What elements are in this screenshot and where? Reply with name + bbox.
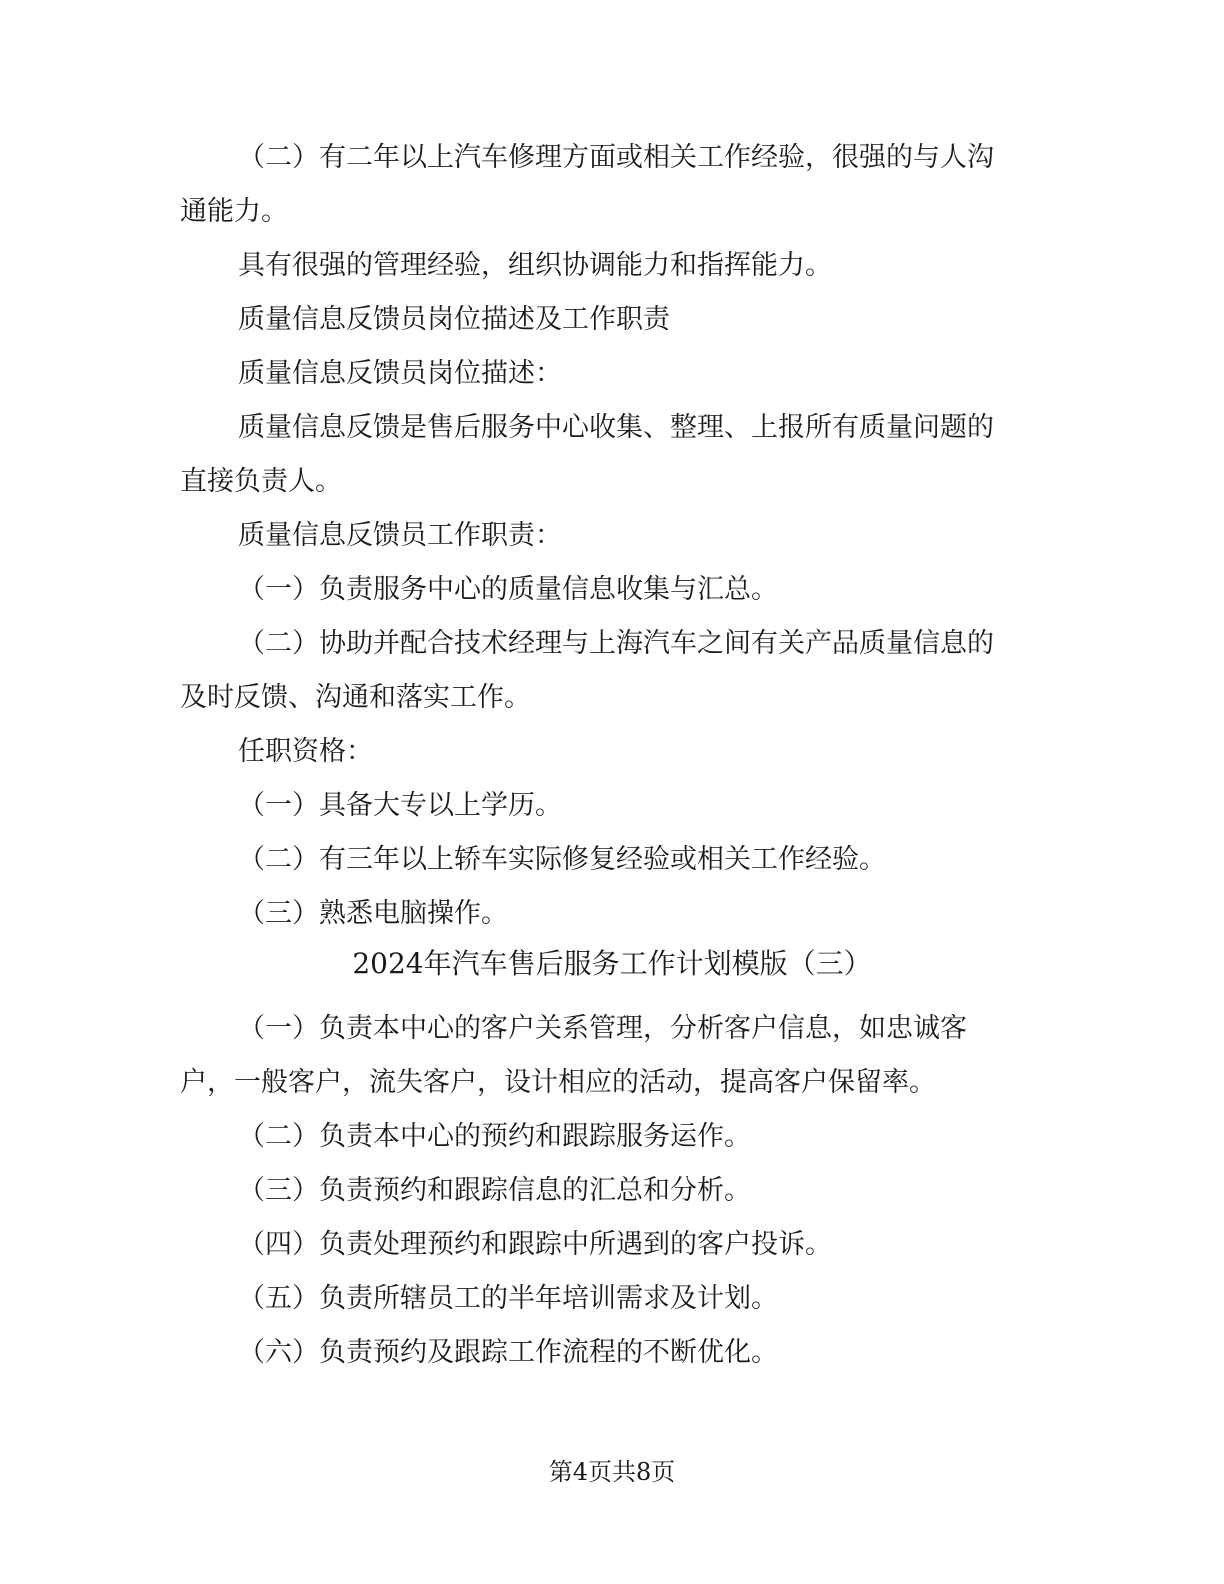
list-item: （二）协助并配合技术经理与上海汽车之间有关产品质量信息的 <box>238 628 994 659</box>
paragraph-line: 通能力。 <box>180 196 288 227</box>
list-item: （一）负责服务中心的质量信息收集与汇总。 <box>238 574 778 605</box>
list-item: （二）有三年以上轿车实际修复经验或相关工作经验。 <box>238 844 886 875</box>
list-item: （六）负责预约及跟踪工作流程的不断优化。 <box>238 1337 778 1368</box>
paragraph-line: 户，一般客户，流失客户，设计相应的活动，提高客户保留率。 <box>180 1067 936 1098</box>
paragraph-line: 直接负责人。 <box>180 466 342 497</box>
paragraph-line: 任职资格： <box>238 736 373 767</box>
list-item: （一）负责本中心的客户关系管理，分析客户信息，如忠诚客 <box>238 1013 967 1044</box>
list-item: （五）负责所辖员工的半年培训需求及计划。 <box>238 1283 778 1314</box>
paragraph-line: 质量信息反馈员岗位描述： <box>238 358 562 389</box>
list-item: （三）负责预约和跟踪信息的汇总和分析。 <box>238 1175 751 1206</box>
document-title: 2024年汽车售后服务工作计划模版（三） <box>352 947 872 980</box>
paragraph-line: 质量信息反馈员工作职责： <box>238 520 562 551</box>
paragraph-line: （二）有二年以上汽车修理方面或相关工作经验，很强的与人沟 <box>238 142 994 173</box>
section-heading: 质量信息反馈员岗位描述及工作职责 <box>238 304 670 335</box>
paragraph-line: 具有很强的管理经验，组织协调能力和指挥能力。 <box>238 250 832 281</box>
paragraph-line: 及时反馈、沟通和落实工作。 <box>180 682 531 713</box>
list-item: （一）具备大专以上学历。 <box>238 790 562 821</box>
paragraph-line: 质量信息反馈是售后服务中心收集、整理、上报所有质量问题的 <box>238 412 994 443</box>
list-item: （二）负责本中心的预约和跟踪服务运作。 <box>238 1121 751 1152</box>
list-item: （四）负责处理预约和跟踪中所遇到的客户投诉。 <box>238 1229 832 1260</box>
list-item: （三）熟悉电脑操作。 <box>238 898 508 929</box>
page-number: 第4页共8页 <box>548 1458 676 1486</box>
